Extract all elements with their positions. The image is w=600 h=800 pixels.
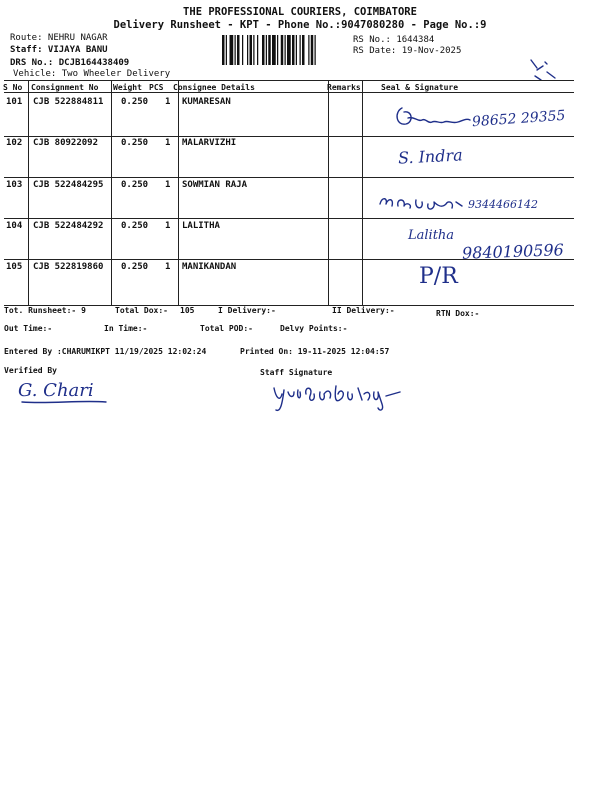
pen-mark — [525, 58, 565, 86]
header-consignment: Consignment No — [31, 83, 99, 92]
row-sno: 104 — [6, 221, 23, 231]
col-divider — [178, 80, 179, 305]
table-top-rule — [4, 80, 574, 81]
barcode-bar — [315, 35, 316, 65]
in-time: In Time:- — [104, 324, 148, 333]
verified-by-label: Verified By — [4, 366, 57, 375]
barcode-bar — [296, 35, 297, 65]
row-weight: 0.250 — [121, 262, 149, 272]
row-weight: 0.250 — [121, 138, 149, 148]
barcode-bar — [277, 35, 278, 65]
row-rule — [4, 218, 574, 219]
total-dox-label: Total Dox:- — [115, 306, 168, 315]
rs-date: RS Date: 19-Nov-2025 — [353, 46, 462, 56]
table-bottom-rule — [4, 305, 574, 306]
drs-number: DRS No.: DCJB164438409 — [10, 58, 130, 68]
barcode-bar — [235, 35, 236, 65]
verified-signature: G. Chari — [18, 380, 94, 401]
barcode-bar — [230, 35, 234, 65]
barcode-bar — [247, 35, 248, 65]
barcode-bar — [257, 35, 258, 65]
staff-label: Staff: VIJAYA BANU — [10, 45, 108, 55]
vehicle-label: Vehicle: Two Wheeler Delivery — [13, 69, 171, 79]
handwritten-mark: P/R — [419, 264, 458, 289]
barcode-bar — [292, 35, 295, 65]
row-weight: 0.250 — [121, 180, 149, 190]
barcode-bar — [226, 35, 227, 65]
printed-on: Printed On: 19-11-2025 12:04:57 — [240, 347, 390, 356]
handwritten-phone: 9840190596 — [461, 240, 565, 263]
staff-signature — [270, 380, 410, 414]
row-consignment: CJB 522484295 — [33, 180, 104, 190]
company-title: THE PROFESSIONAL COURIERS, COIMBATORE — [183, 6, 417, 18]
col-divider — [362, 80, 363, 305]
row-consignment: CJB 522884811 — [33, 97, 104, 107]
col-divider — [28, 80, 29, 305]
row-pcs: 1 — [165, 221, 171, 231]
i-delivery: I Delivery:- — [218, 306, 276, 315]
rs-number: RS No.: 1644384 — [353, 35, 435, 45]
row-consignment: CJB 522819860 — [33, 262, 104, 272]
row-consignment: CJB 80922092 — [33, 138, 99, 148]
barcode-bar — [222, 35, 225, 65]
row-weight: 0.250 — [121, 97, 149, 107]
row-consignee: MANIKANDAN — [182, 262, 237, 272]
row-sno: 103 — [6, 180, 23, 190]
row-sno: 105 — [6, 262, 23, 272]
row-consignee: SOWMIAN RAJA — [182, 180, 248, 190]
handwritten-phone: 98652 29355 — [471, 107, 566, 131]
header-weight: Weight — [113, 83, 142, 92]
row-consignee: MALARVIZHI — [182, 138, 237, 148]
col-divider — [111, 80, 112, 305]
delvy-points: Delvy Points:- — [280, 324, 348, 333]
barcode-bar — [237, 35, 240, 65]
barcode-bar — [281, 35, 284, 65]
row-consignee: LALITHA — [182, 221, 220, 231]
row-rule — [4, 177, 574, 178]
handwritten-name: S. Indra — [397, 145, 464, 168]
underline-mark — [20, 398, 110, 406]
rtn-dox: RTN Dox:- — [436, 309, 480, 318]
barcode-bar — [287, 35, 291, 65]
row-sno: 101 — [6, 97, 23, 107]
row-weight: 0.250 — [121, 221, 149, 231]
header-pcs: PCS — [149, 83, 164, 92]
row-consignment: CJB 522484292 — [33, 221, 104, 231]
row-rule — [4, 136, 574, 137]
row-pcs: 1 — [165, 262, 171, 272]
route-label: Route: NEHRU NAGAR — [10, 33, 108, 43]
entered-by: Entered By :CHARUMIKPT 11/19/2025 12:02:24 — [4, 347, 207, 356]
barcode-bar — [311, 35, 314, 65]
handwritten-name: Lalitha — [408, 228, 455, 243]
barcode-bar — [268, 35, 271, 65]
row-consignee: KUMARESAN — [182, 97, 231, 107]
row-pcs: 1 — [165, 138, 171, 148]
barcode-bar — [308, 35, 309, 65]
header-sno: S No — [3, 83, 23, 92]
barcode-bar — [285, 35, 286, 65]
barcode-bar — [262, 35, 265, 65]
barcode — [222, 35, 348, 65]
row-pcs: 1 — [165, 97, 171, 107]
barcode-bar — [302, 35, 305, 65]
barcode-bar — [250, 35, 253, 65]
runsheet-title: Delivery Runsheet - KPT - Phone No.:9047080280 - Page No.:9 — [113, 19, 487, 31]
barcode-bar — [300, 35, 301, 65]
total-dox-value: 105 — [180, 306, 195, 315]
signature-row1 — [392, 104, 472, 134]
handwritten-phone: 9344466142 — [468, 198, 538, 211]
barcode-bar — [272, 35, 276, 65]
row-pcs: 1 — [165, 180, 171, 190]
table-header-rule — [4, 92, 574, 93]
row-sno: 102 — [6, 138, 23, 148]
barcode-bar — [266, 35, 267, 65]
total-pod: Total POD:- — [200, 324, 253, 333]
header-seal: Seal & Signature — [381, 83, 459, 92]
total-runsheet: Tot. Runsheet:- 9 — [4, 306, 86, 315]
ii-delivery: II Delivery:- — [332, 306, 395, 315]
signature-row3 — [376, 190, 466, 220]
col-divider — [328, 80, 329, 305]
barcode-bar — [253, 35, 254, 65]
out-time: Out Time:- — [4, 324, 53, 333]
barcode-bar — [242, 35, 243, 65]
header-consignee: Consignee Details — [173, 83, 255, 92]
header-remarks: Remarks — [327, 83, 361, 92]
staff-signature-label: Staff Signature — [260, 368, 333, 377]
